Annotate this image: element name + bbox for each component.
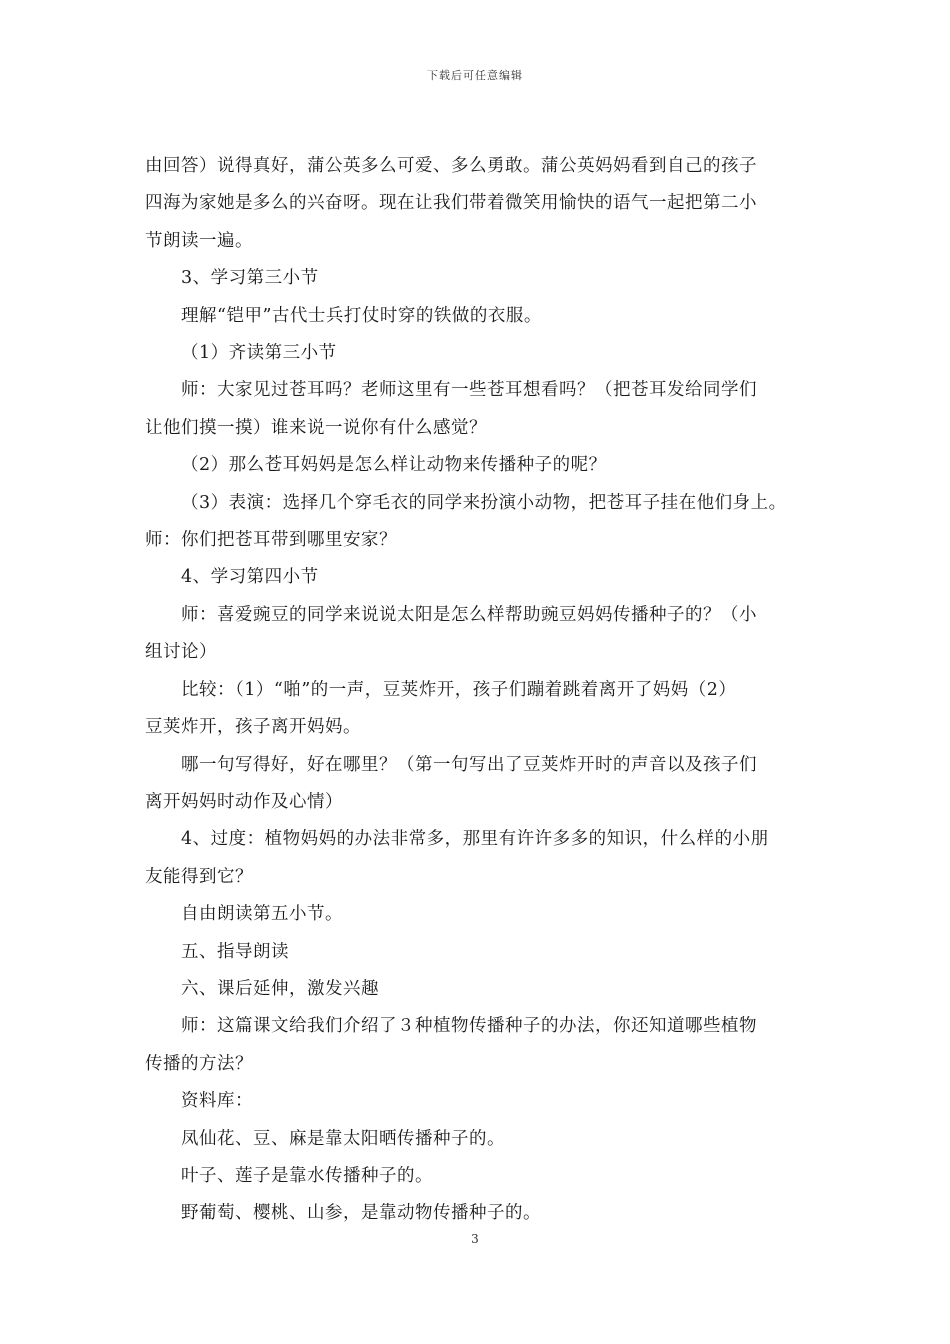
text-line: 师：大家见过苍耳吗？老师这里有一些苍耳想看吗？（把苍耳发给同学们 xyxy=(181,380,757,401)
text-line: 四海为家她是多么的兴奋呀。现在让我们带着微笑用愉快的语气一起把第二小 xyxy=(145,193,757,214)
text-line: 4、过度：植物妈妈的办法非常多，那里有许许多多的知识，什么样的小朋 xyxy=(181,829,769,850)
text-line: （3）表演：选择几个穿毛衣的同学来扮演小动物，把苍耳子挂在他们身上。 xyxy=(181,492,787,513)
text-line: 哪一句写得好，好在哪里？（第一句写出了豆荚炸开时的声音以及孩子们 xyxy=(181,754,757,775)
text-line: 离开妈妈时动作及心情） xyxy=(145,791,343,812)
text-line: 组讨论） xyxy=(145,642,217,663)
text-line: 3、学习第三小节 xyxy=(181,268,319,289)
page-header-note: 下载后可任意编辑 xyxy=(427,69,523,82)
text-line: 节朗读一遍。 xyxy=(145,230,253,251)
text-line: 理解“铠甲”古代士兵打仗时穿的铁做的衣服。 xyxy=(181,305,542,326)
text-line: （2）那么苍耳妈妈是怎么样让动物来传播种子的呢？ xyxy=(181,455,607,476)
text-line: 友能得到它？ xyxy=(145,866,253,887)
document-body xyxy=(145,148,817,1233)
text-line: 五、指导朗读 xyxy=(181,941,289,962)
text-line: 自由朗读第五小节。 xyxy=(181,904,343,925)
text-line: 凤仙花、豆、麻是靠太阳晒传播种子的。 xyxy=(181,1128,505,1149)
page-number: 3 xyxy=(471,1232,479,1246)
text-line: 比较：（1）“啪”的一声，豆荚炸开，孩子们蹦着跳着离开了妈妈（2） xyxy=(181,679,737,700)
text-line: 六、课后延伸，激发兴趣 xyxy=(181,978,379,999)
text-line: 师：喜爱豌豆的同学来说说太阳是怎么样帮助豌豆妈妈传播种子的？（小 xyxy=(181,604,757,625)
text-line: （1）齐读第三小节 xyxy=(181,343,337,364)
text-line: 野葡萄、樱桃、山参，是靠动物传播种子的。 xyxy=(181,1203,541,1224)
text-line: 资料库： xyxy=(181,1091,253,1112)
text-line: 4、学习第四小节 xyxy=(181,567,319,588)
text-line: 传播的方法？ xyxy=(145,1053,253,1074)
text-line: 豆荚炸开，孩子离开妈妈。 xyxy=(145,717,361,738)
text-line: 由回答）说得真好，蒲公英多么可爱、多么勇敢。蒲公英妈妈看到自己的孩子 xyxy=(145,156,757,176)
text-line: 让他们摸一摸）谁来说一说你有什么感觉？ xyxy=(145,417,487,438)
text-line: 师：这篇课文给我们介绍了３种植物传播种子的办法，你还知道哪些植物 xyxy=(181,1016,757,1037)
text-line: 师：你们把苍耳带到哪里安家？ xyxy=(145,530,397,551)
text-line: 叶子、莲子是靠水传播种子的。 xyxy=(181,1165,433,1186)
